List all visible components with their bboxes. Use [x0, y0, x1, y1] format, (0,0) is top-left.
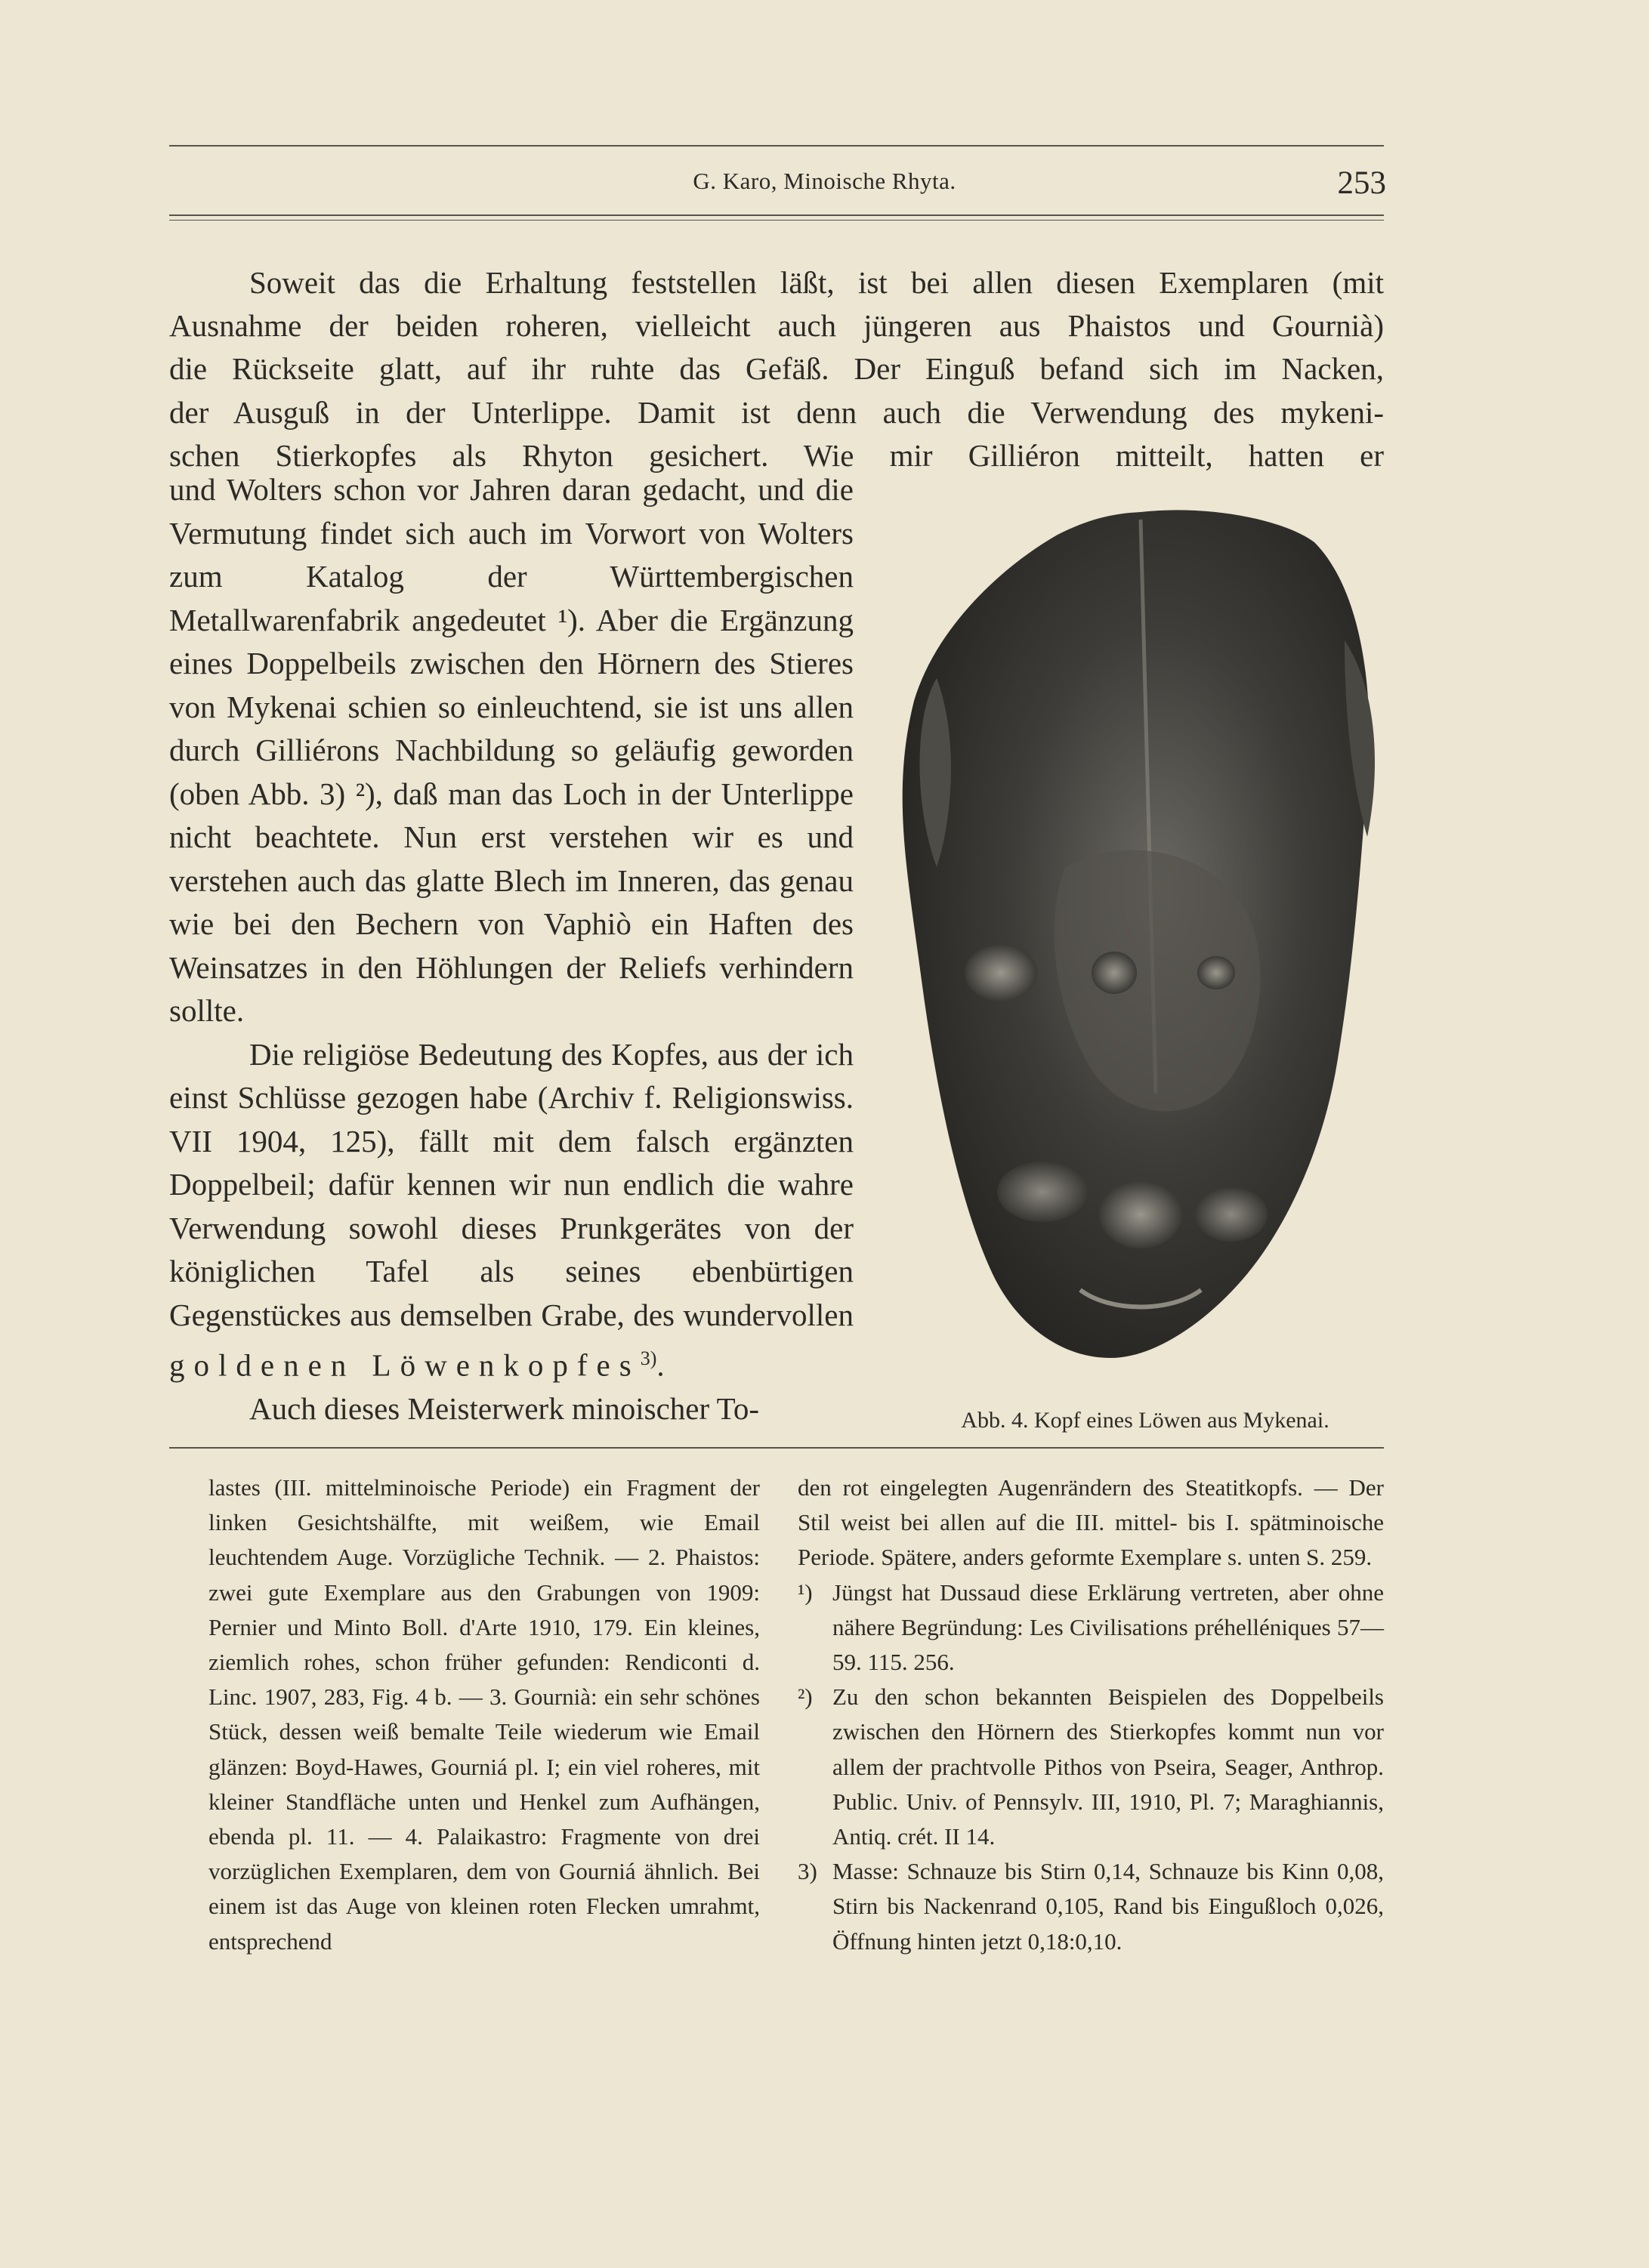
- footnote-3: [798, 1854, 1384, 1959]
- lion-head-image: [891, 489, 1390, 1381]
- footnote-2-text: Zu den schon bekannten Beispielen des Doppelbeils zwischen den Hörnern des Stierkopfes kommt nun vor allem der prachtvolle Pithos von Pseira, Seager, Anthrop. Public. Univ. of Pennsylv. III, 1910, Pl. 7; Maraghiannis, Antiq. crét. II 14.: [832, 1683, 1384, 1850]
- footnote-2-mark: ²): [798, 1683, 813, 1711]
- footnote-ref-3: 3): [640, 1347, 657, 1369]
- footnote-3-mark: 3): [798, 1858, 817, 1885]
- main-line-4: der Ausguß in der Unterlippe. Damit ist denn auch die Verwendung des mykeni-: [169, 394, 1384, 430]
- main-text-column: [169, 468, 854, 1431]
- footnote-3-text: Masse: Schnauze bis Stirn 0,14, Schnauze bis Kinn 0,08, Stirn bis Nackenrand 0,105, Rand bis Eingußloch 0,026, Öffnung hinten jetzt 0,18:0,10.: [832, 1858, 1384, 1955]
- page-number: 253: [1337, 165, 1386, 201]
- running-head: G. Karo, Minoische Rhyta.: [693, 168, 956, 194]
- main-text-full-width: [169, 261, 1384, 477]
- footnotes-right-column: [798, 1470, 1384, 1959]
- header-top-rule: [169, 145, 1384, 147]
- header-bottom-rule-2: [169, 220, 1384, 221]
- footnote-1-text: Jüngst hat Dussaud diese Erklärung vertreten, aber ohne nähere Begründung: Les Civilisations préhelléniques 57—59. 115. 256.: [832, 1578, 1384, 1676]
- paragraph-end-period: .: [656, 1347, 665, 1383]
- spaced-phrase: goldenen Löwenkopfes: [169, 1347, 641, 1383]
- footnote-2: [798, 1680, 1384, 1854]
- main-line-2: Ausnahme der beiden roheren, vielleicht auch jüngeren aus Phaistos und Gournià): [169, 308, 1384, 344]
- figure-lion-head: [891, 489, 1390, 1381]
- header-bottom-rule: [169, 214, 1384, 216]
- main-line-1: Soweit das die Erhaltung feststellen läßt, ist bei allen diesen Exemplaren (mit: [249, 265, 1384, 300]
- figure-caption: Abb. 4. Kopf eines Löwen aus Mykenai.: [961, 1408, 1329, 1433]
- main-line-3: die Rückseite glatt, auf ihr ruhte das Gefäß. Der Einguß befand sich im Nacken,: [169, 351, 1384, 387]
- footnotes-left-column: [208, 1470, 760, 1959]
- footnote-1: [798, 1575, 1384, 1680]
- paragraph-continuation: Auch dieses Meisterwerk minoischer To-: [249, 1391, 759, 1427]
- main-line-5: schen Stierkopfes als Rhyton gesichert. Wie mir Gilliéron mitteilt, hatten er: [169, 437, 1384, 473]
- paragraph-religious-meaning-text: Die religiöse Bedeutung des Kopfes, aus der ich einst Schlüsse gezogen habe (Archiv f. Religionswiss. VII 1904, 125), fällt mit dem falsch ergänzten Doppelbeil; dafür kennen wir nun endlich die wahre Verwendung sowohl dieses Prunkgerätes von der königlichen Tafel als seines ebenbürtigen Gegenstückes aus demselben Grabe, des wundervollen: [169, 1036, 854, 1332]
- paragraph-doppelbeil: und Wolters schon vor Jahren daran gedacht, und die Vermutung findet sich auch im Vorwort von Wolters zum Katalog der Württembergischen Metallwarenfabrik angedeutet ¹). Aber die Ergänzung eines Doppelbeils zwischen den Hörnern des Stieres von Mykenai schien so einleuchtend, sie ist uns allen durch Gilliérons Nachbildung so geläufig geworden (oben Abb. 3) ²), daß man das Loch in der Unterlippe nicht beachtete. Nun erst verstehen wir es und verstehen auch das glatte Blech im Inneren, das genau wie bei den Bechern von Vaphiò ein Haften des Weinsatzes in den Höhlungen der Reliefs verhindern sollte.: [169, 472, 854, 1028]
- footnote-continuation-left: lastes (III. mittelminoische Periode) ein Fragment der linken Gesichtshälfte, mit weißem, wie Email leuchtendem Auge. Vorzügliche Technik. — 2. Phaistos: zwei gute Exemplare aus den Grabungen von 1909: Pernier und Minto Boll. d'Arte 1910, 179. Ein kleines, ziemlich rohes, schon früher gefunden: Rendiconti d. Linc. 1907, 283, Fig. 4 b. — 3. Gournià: ein sehr schönes Stück, dessen weiß bemalte Teile wiederum wie Email glänzen: Boyd-Hawes, Gourniá pl. I; ein viel roheres, mit kleiner Standfläche unten und Henkel zum Aufhängen, ebenda pl. 11. — 4. Palaikastro: Fragmente von drei vorzüglichen Exemplaren, dem von Gourniá ähnlich. Bei einem ist das Auge von kleinen roten Flecken umrahmt, entsprechend: [208, 1474, 760, 1955]
- footnote-separator: [169, 1447, 1384, 1449]
- paragraph-religious-meaning: [169, 1033, 854, 1388]
- footnote-1-mark: ¹): [798, 1578, 813, 1606]
- footnote-continuation-right: den rot eingelegten Augenrändern des Steatitkopfs. — Der Stil weist bei allen auf die III. mittel- bis I. spätminoische Periode. Spätere, anders geformte Exemplare s. unten S. 259.: [798, 1474, 1384, 1571]
